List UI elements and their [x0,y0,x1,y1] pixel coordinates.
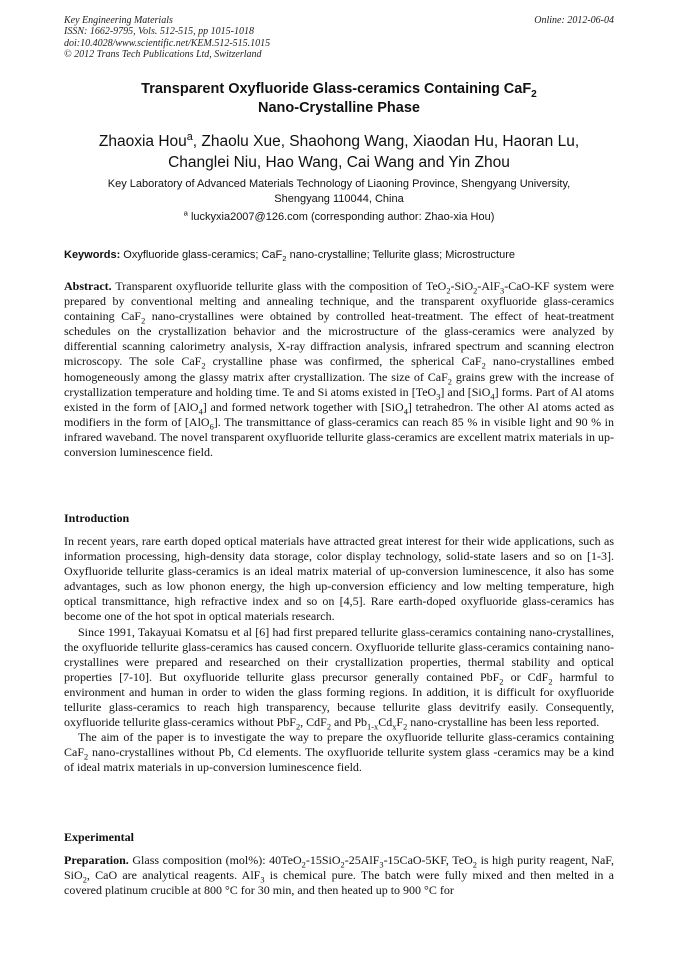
intro-paragraph-3: The aim of the paper is to investigate the way to prepare the oxyfluoride tellurite glass-ceramics containing CaF$_2$ nano-crystallines without Pb, Cd elements. The oxyfluoride tellurite system glass -ceramics may be a kind of ideal matrix materials in up-conversion luminescence field. [64,730,614,775]
corresponding-email: $^a$ luckyxia2007@126.com (corresponding author: Zhao-xia Hou) [183,208,495,223]
keywords: Keywords: Oxyfluoride glass-ceramics; CaF$_2$ nano-crystalline; Tellurite glass; Microstructure [64,249,515,264]
intro-paragraph-1: In recent years, rare earth doped optical materials have attracted great interest for their wide applications, such as information processing, high-density data storage, color display technology, solid-state lasers and so on [1-3]. Oxyfluoride tellurite glass-ceramics is an ideal matrix material of up-conversion luminescence, it also has some advantages, such as low phonon energy, the high up-conversion efficiency and low melting temperature, high optical transmittance, high refractive index and so on [4,5]. Rare earth-doped oxyfluoride glass-ceramics has become one of the hot spot in optical materials research. [64,534,614,624]
section-heading-introduction: Introduction [64,511,130,525]
section-heading-experimental: Experimental [64,830,134,844]
journal-copyright: © 2012 Trans Tech Publications Ltd, Switzerland [64,49,262,61]
affiliation: Key Laboratory of Advanced Materials Technology of Liaoning Province, Shengyang University, Shengyang 110044, China [107,178,571,205]
paper-title: Transparent Oxyfluoride Glass-ceramics Containing CaF$_2$ Nano-Crystalline Phase [141,81,537,116]
abstract: Abstract. Transparent oxyfluoride tellurite glass with the composition of TeO$_2$-SiO$_2$-AlF$_3$-CaO-KF system were prepared by conventional melting and annealing technique, and the transparent oxyfluoride glass-ceramics containing CaF$_2$ nano-crystallines were obtained by controlled heat-treatment. The effect of heat-treatment schedules on the crystallization behavior and the microstructure of the glass-ceramics were analyzed by differential scanning calorimetry analysis, X-ray diffraction analysis, infrared spectrum and scanning electron microscopy. The sole CaF$_2$ crystalline phase was confirmed, the spherical CaF$_2$ nano-crystallines embed homogeneously among the glassy matrix after crystallization. The size of CaF$_2$ grains grew with the increase of crystallization temperature and holding time. Te and Si atoms existed in [TeO$_3$] and [SiO$_4$] forms. Part of Al atoms existed in the form of [AlO$_4$] and formed network together with [SiO$_4$] tetrahedron. The other Al atoms acted as modifiers in the form of [AlO$_6$]. The transmittance of glass-ceramics can reach 85 % in visible light and 90 % in infrared waveband. The novel transparent oxyfluoride tellurite glass-ceramics are excellent matrix materials in up-conversion luminescence field. [64,279,615,460]
journal-issn: ISSN: 1662-9795, Vols. 512-515, pp 1015-1018 [64,26,254,38]
online-date: Online: 2012-06-04 [534,15,614,26]
author-list: Zhaoxia Hou$^a$, Zhaolu Xue, Shaohong Wang, Xiaodan Hu, Haoran Lu, Changlei Niu, Hao Wang, Cai Wang and Yin Zhou [98,130,580,171]
introduction-body [64,534,614,776]
journal-doi: doi:10.4028/www.scientific.net/KEM.512-515.1015 [64,37,271,49]
intro-paragraph-2: Since 1991, Takayuai Komatsu et al [6] had first prepared tellurite glass-ceramics containing nano-crystallines, the oxyfluoride tellurite glass-ceramics has caused concern. Oxyfluoride tellurite glass-ceramics containing nano-crystallines were prepared and researched on their crystallization properties, thermal stability and optical properties [7-10]. But oxyfluoride tellurite glass precursor generally contained PbF$_2$ or CdF$_2$ harmful to environment and human in order to widen the glass forming regions. In addition, it is difficult for oxyfluoride tellurite glass-ceramics to reach high transparency, because tellurite glass devitrify easily. Consequently, oxyfluoride tellurite glass-ceramics without PbF$_2$, CdF$_2$ and $Pb_{1-x}Cd_xF_2$ nano-crystalline has been less reported. [64,624,614,732]
journal-header [64,15,270,61]
journal-name: Key Engineering Materials [64,15,173,26]
experimental-body: Preparation. Glass composition (mol%): 40TeO$_2$-15SiO$_2$-25AlF$_3$-15CaO-5KF, TeO$_2$ is high purity reagent, NaF, SiO$_2$, CaO are analytical reagents. AlF$_3$ is chemical pure. The batch were fully mixed and then melted in a covered platinum crucible at 800 °C for 30 min, and then heated up to 900 °C for [64,853,614,898]
